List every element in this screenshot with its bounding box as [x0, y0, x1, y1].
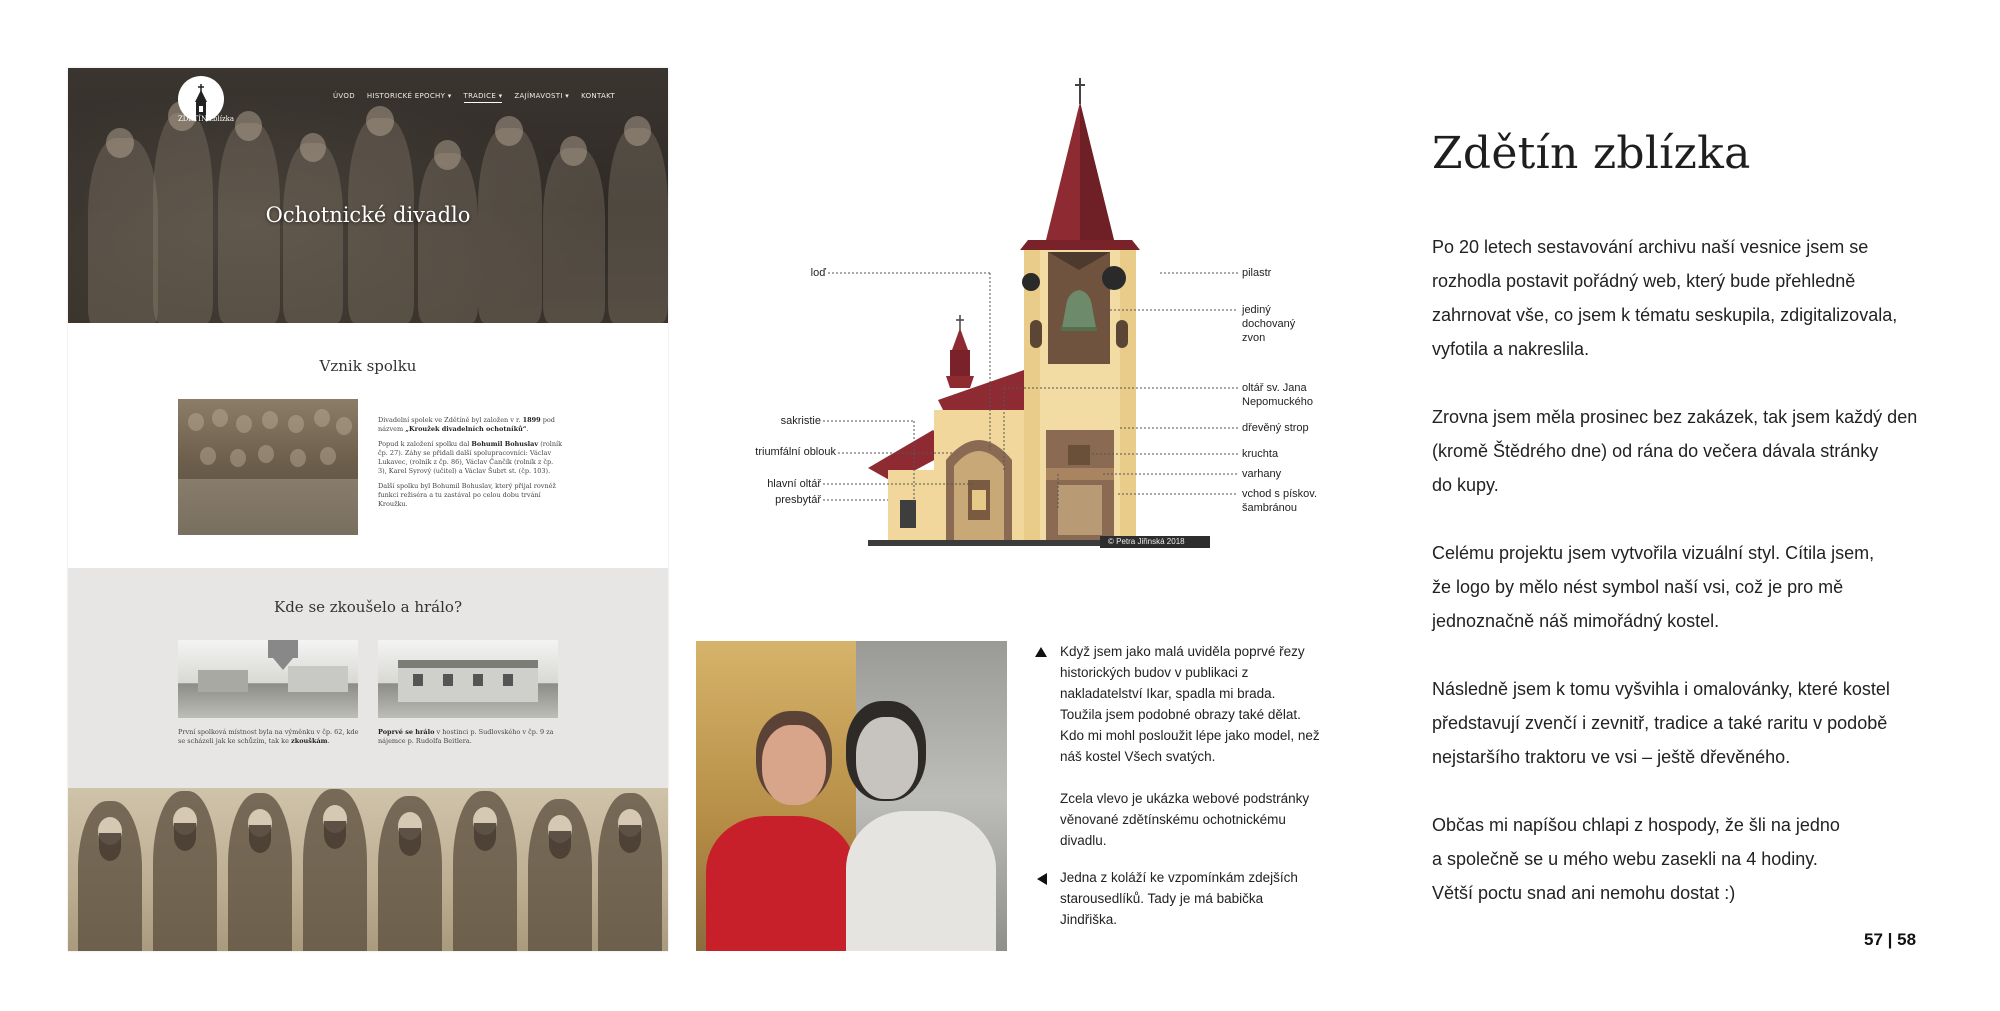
logo-text: ZDĚTÍN zblízka	[177, 115, 235, 123]
label-zvon: jediný dochovaný zvon	[1242, 304, 1296, 344]
article-body	[1432, 230, 1932, 944]
church-cross-section-diagram	[728, 70, 1328, 550]
nav-item-kontakt[interactable]: KONTAKT	[581, 92, 615, 100]
website-screenshot	[68, 68, 668, 951]
photo-caption: Poprvé se hrálo v hostinci p. Sudlovského v čp. 9 za nájemce p. Rudolfa Beitlera.	[378, 728, 554, 745]
copyright-credit: © Petra Jiřinská 2018	[1108, 537, 1185, 546]
inn-photo	[378, 640, 558, 718]
photo-caption: První spolková místnost byla na výměnku v čp. 62, kde se scházeli jak ke schůzím, tak ke zkouškám.	[178, 728, 359, 745]
page-numbers: 57 | 58	[1864, 930, 1917, 949]
hero-title: Ochotnické divadlo	[265, 203, 471, 227]
paragraph: Divadelní spolek ve Zdětíně byl založen v r. 1899 pod názvem „Kroužek divadelních ochotníků“.	[378, 416, 555, 433]
village-photo	[178, 640, 358, 718]
costume-photo-strip	[68, 788, 668, 951]
main-nav	[333, 92, 615, 103]
caption-paragraph: Zcela vlevo je ukázka webové podstránky věnované zdětínskému ochotnickému divadlu.	[1060, 791, 1310, 848]
section-text	[378, 416, 563, 515]
nav-item-historicke-epochy[interactable]: HISTORICKÉ EPOCHY ▾	[366, 92, 452, 100]
paragraph: Další spolku byl Bohumil Bohuslav, který přijal rovněž funkci režiséra a tu zastával po celou dobu trvání Kroužku.	[378, 482, 556, 508]
label-triumfalni-oblouk: triumfální oblouk	[755, 446, 836, 458]
paragraph: Popud k založení spolku dal Bohumil Bohuslav (rolník čp. 27). Záhy se přidali další spolupracovníci: Václav Lukavec, (rolník z čp. 86), Václav Čančík (rolník z čp. 3), Karel Syrový (učitel) a Václav Šubrt st. (čp. 103).	[378, 440, 563, 475]
article-paragraph: Občas mi napíšou chlapi z hospody, že šli na jedno a společně se u mého webu zasekli na 4 hodiny. Větší poctu snad ani nemohu dostat :)	[1432, 815, 1840, 903]
caption-paragraph: Když jsem jako malá uviděla poprvé řezy historických budov v publikaci z nakladatelství Ikar, spadla mi brada. Toužila jsem podobné obrazy také dělat. Kdo mi mohl posloužit lépe jako model, než náš kostel Všech svatých.	[1060, 644, 1320, 764]
label-sakristie: sakristie	[780, 415, 821, 427]
label-hlavni-oltar: hlavní oltář	[767, 478, 821, 490]
triangle-up-icon	[1034, 645, 1048, 663]
label-dreveny-strop: dřevěný strop	[1242, 422, 1309, 434]
article-paragraph: Zrovna jsem měla prosinec bez zakázek, tak jsem každý den (kromě Štědrého dne) od rána do večera dávala stránky do kupy.	[1432, 407, 1918, 495]
label-kruchta: kruchta	[1242, 448, 1279, 460]
label-varhany: varhany	[1242, 468, 1282, 480]
nav-item-tradice[interactable]: TRADICE ▾	[464, 92, 503, 103]
section-title: Vznik spolku	[319, 357, 417, 375]
theatre-group-photo	[178, 399, 358, 535]
article-paragraph: Následně jsem k tomu vyšvihla i omalovánky, které kostel představují zvenčí i zevnitř, tradice a také raritu v podobě nejstaršího traktoru ve vsi – ještě dřevěného.	[1432, 679, 1890, 767]
section-vznik-spolku	[68, 323, 668, 568]
caption-paragraph: Jedna z koláží ke vzpomínkám zdejších starousedlíků. Tady je má babička Jindřiška.	[1060, 870, 1298, 927]
label-lod: loď	[810, 267, 826, 279]
nav-item-zajimavosti[interactable]: ZAJÍMAVOSTI ▾	[514, 92, 570, 100]
nav-item-uvod[interactable]: ÚVOD	[333, 92, 355, 100]
triangle-left-icon	[1036, 872, 1048, 891]
label-vchod: vchod s pískov. šambránou	[1242, 488, 1317, 514]
hero-banner	[68, 68, 668, 323]
caption-block-right	[1060, 641, 1320, 851]
section-title: Kde se zkoušelo a hrálo?	[273, 598, 462, 616]
label-oltar-jana: oltář sv. Jana Nepomuckého	[1242, 382, 1313, 408]
label-presbytar: presbytář	[775, 494, 821, 506]
section-kde-se-zkouselo	[68, 568, 668, 788]
article-paragraph: Po 20 letech sestavování archivu naší vesnice jsem se rozhodla postavit pořádný web, který bude přehledně zahrnovat vše, co jsem k tématu seskupila, zdigitalizovala, vyfotila a nakreslila.	[1432, 237, 1898, 359]
article-paragraph: Celému projektu jsem vytvořila vizuální styl. Cítila jsem, že logo by mělo nést symbol naší vsi, což je pro mě jednoznačně náš mimořádný kostel.	[1432, 543, 1875, 631]
caption-block-left	[1060, 867, 1320, 930]
label-pilastr: pilastr	[1242, 267, 1272, 279]
article-title: Zdětín zblízka	[1432, 128, 1751, 179]
grandmother-collage-photo	[696, 641, 1007, 951]
